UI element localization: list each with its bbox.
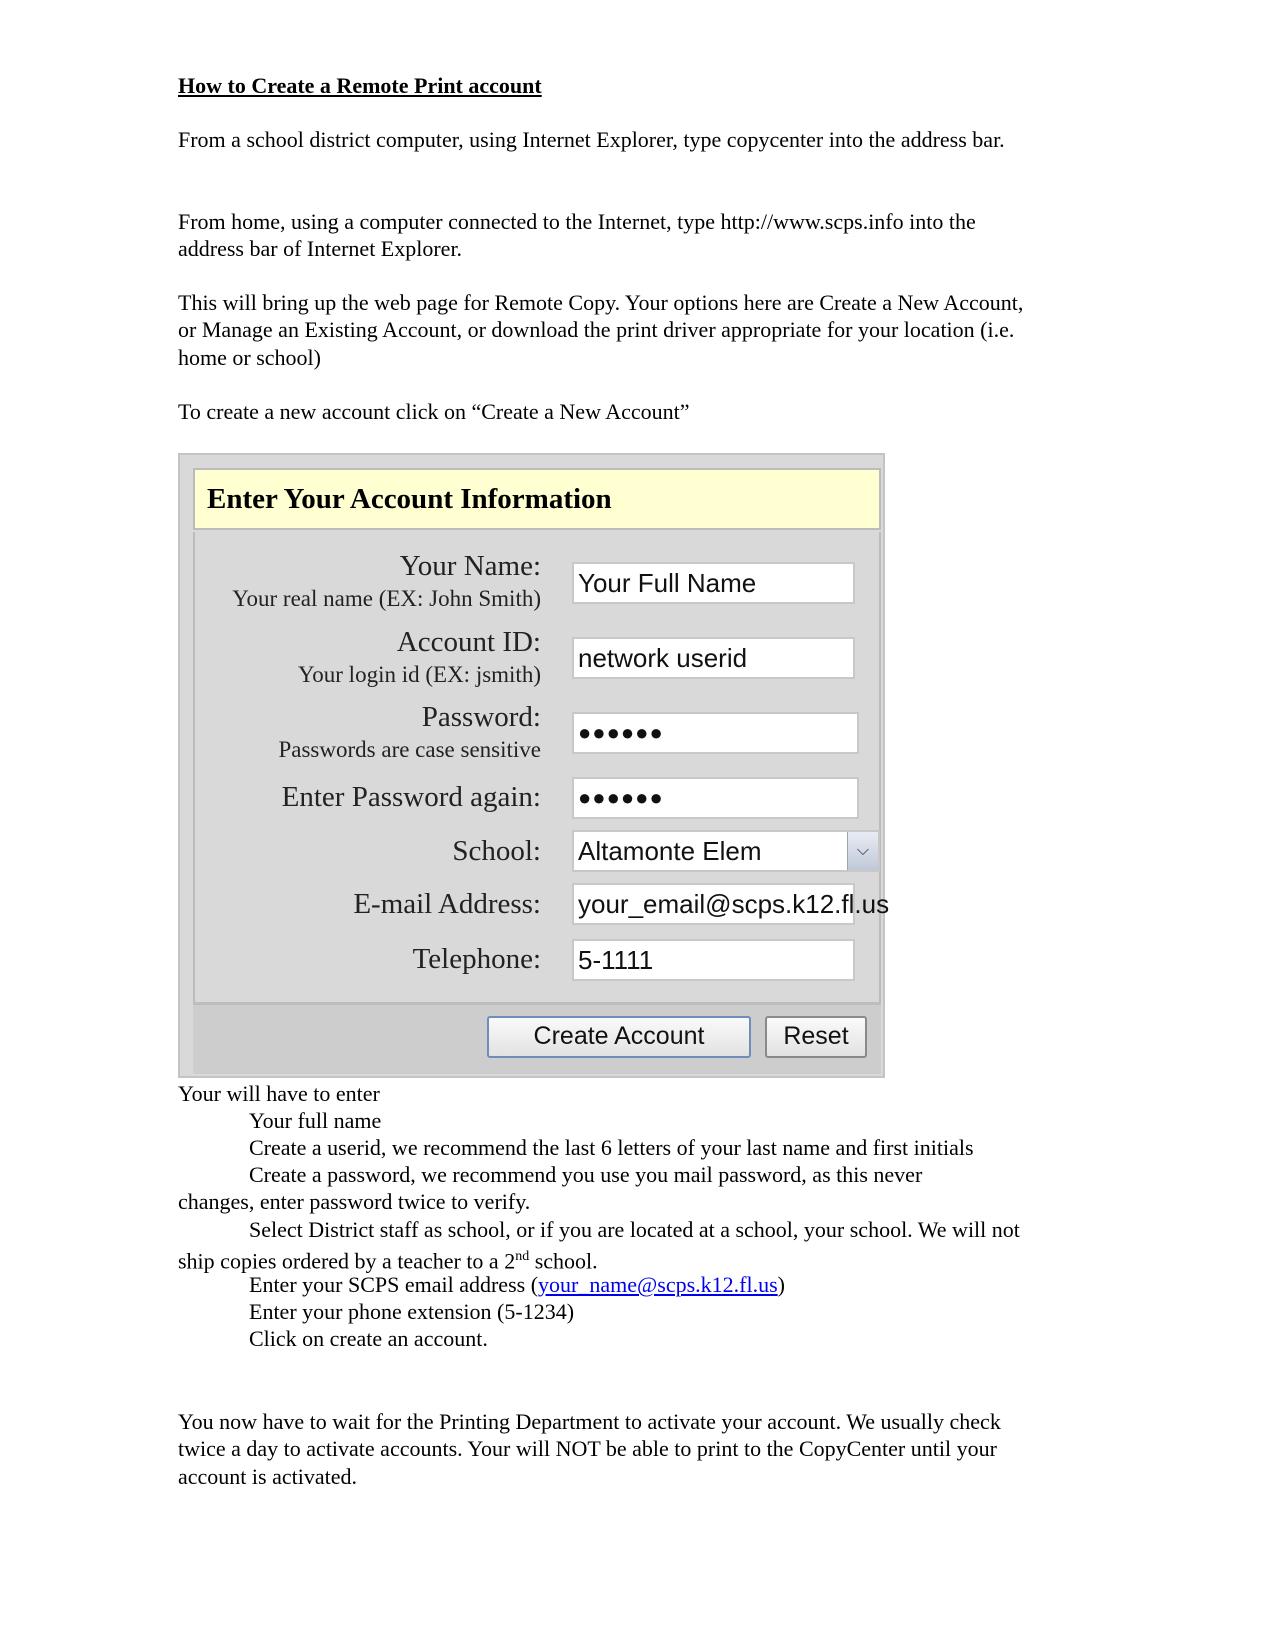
telephone-label: Telephone: <box>412 943 541 975</box>
telephone-input[interactable]: 5-1111 <box>572 939 855 981</box>
email-label: E-mail Address: <box>353 888 541 920</box>
paragraph-options: This will bring up the web page for Remote Copy. Your options here are Create a New Account, or Manage an Existing Account, or download the print driver appropriate for your location (i.e. home or school) <box>178 290 1024 370</box>
password-input[interactable]: ●●●●●● <box>572 712 859 754</box>
email-link[interactable]: your_name@scps.k12.fl.us <box>538 1272 778 1297</box>
step-school-end: school. <box>529 1248 598 1274</box>
step-email-end: ) <box>777 1272 785 1297</box>
document-title: How to Create a Remote Print account <box>178 73 542 98</box>
password-hint: Passwords are case sensitive <box>278 737 541 762</box>
step-click-create: Click on create an account. <box>249 1326 488 1351</box>
password-confirm-label: Enter Password again: <box>281 781 541 813</box>
account-id-input[interactable]: network userid <box>572 637 855 679</box>
step-userid: Create a userid, we recommend the last 6 letters of your last name and first initials <box>249 1135 974 1160</box>
school-label: School: <box>452 835 541 867</box>
step-email <box>249 1271 785 1298</box>
chevron-down-icon[interactable]: ⌵ <box>847 832 878 870</box>
name-input[interactable]: Your Full Name <box>572 562 855 604</box>
form-heading: Enter Your Account Information <box>193 468 881 530</box>
step-full-name: Your full name <box>249 1108 382 1133</box>
paragraph-school-access: From a school district computer, using Internet Explorer, type copycenter into the address bar. <box>178 127 1005 152</box>
password-confirm-input[interactable]: ●●●●●● <box>572 777 859 819</box>
reset-button[interactable]: Reset <box>765 1016 867 1058</box>
steps-intro: Your will have to enter <box>178 1081 380 1106</box>
step-password: Create a password, we recommend you use you mail password, as this never changes, enter password twice to verify. <box>178 1162 923 1214</box>
email-input[interactable]: your_email@scps.k12.fl.us <box>572 883 855 925</box>
closing-paragraph: You now have to wait for the Printing Department to activate your account. We usually check twice a day to activate accounts. Your will NOT be able to print to the CopyCenter until your account is activated. <box>178 1409 1001 1489</box>
step-school <box>178 1216 1028 1274</box>
name-hint: Your real name (EX: John Smith) <box>232 586 541 611</box>
create-account-button[interactable]: Create Account <box>487 1016 751 1058</box>
account-id-label: Account ID: <box>396 626 541 658</box>
name-label: Your Name: <box>399 550 541 582</box>
school-selected-value: Altamonte Elem <box>578 836 762 866</box>
password-label: Password: <box>421 701 541 733</box>
step-phone: Enter your phone extension (5-1234) <box>249 1299 575 1324</box>
paragraph-home-access: From home, using a computer connected to the Internet, type http://www.scps.info into the address bar of Internet Explorer. <box>178 209 976 262</box>
school-select[interactable] <box>572 830 880 872</box>
account-id-hint: Your login id (EX: jsmith) <box>297 662 541 687</box>
paragraph-create-instruction: To create a new account click on “Create a New Account” <box>178 399 690 424</box>
step-email-text: Enter your SCPS email address ( <box>249 1272 539 1297</box>
account-form-screenshot <box>178 453 890 1078</box>
ordinal-suffix: nd <box>515 1249 530 1264</box>
form-button-bar <box>193 1002 881 1074</box>
step-school-text: Select District staff as school, or if you are located at a school, your school. We will not ship copies ordered by a teacher to a 2 <box>178 1217 1020 1274</box>
form-body <box>193 532 890 1002</box>
